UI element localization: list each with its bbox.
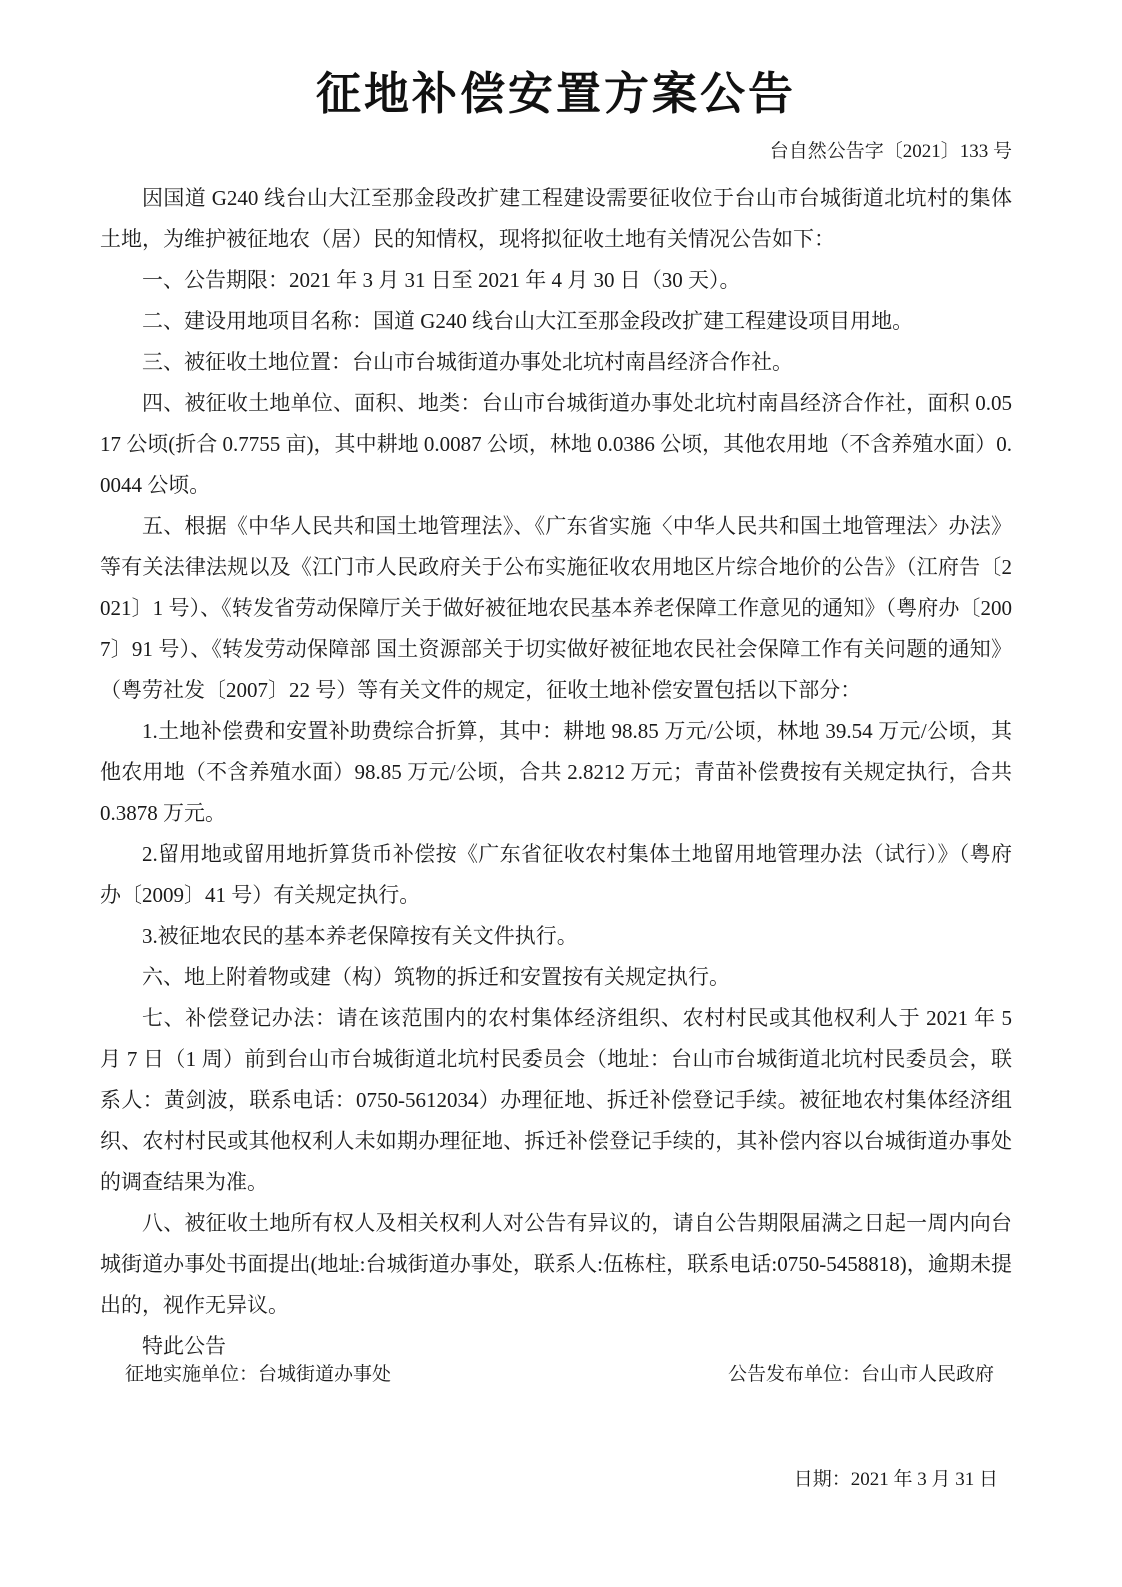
issuing-unit: 公告发布单位：台山市人民政府 <box>727 1364 994 1385</box>
paragraph-item-3: 三、被征收土地位置：台山市台城街道办事处北坑村南昌经济合作社。 <box>142 350 793 374</box>
paragraph-item-6: 六、地上附着物或建（构）筑物的拆迁和安置按有关规定执行。 <box>142 965 730 989</box>
date-row <box>794 1465 998 1495</box>
paragraph-item-2: 二、建设用地项目名称：国道 G240 线台山大江至那金段改扩建工程建设项目用地。 <box>142 309 914 333</box>
paragraph-item-5: 五、根据《中华人民共和国土地管理法》、《广东省实施〈中华人民共和国土地管理法〉办法》等有关法律法规以及《江门市人民政府关于公布实施征收农用地区片综合地价的公告》（江府告〔2021〕1 号）、《转发省劳动保障厅关于做好被征地农民基本养老保障工作意见的通知》（粤府办〔2007〕91 号）、《转发劳动保障部 国土资源部关于切实做好被征地农民社会保障工作有关问题的通知》（粤劳社发〔2007〕22 号）等有关文件的规定，征收土地补偿安置包括以下部分： <box>100 514 1012 702</box>
paragraph-intro: 因国道 G240 线台山大江至那金段改扩建工程建设需要征收位于台山市台城街道北坑村的集体土地，为维护被征地农（居）民的知情权，现将拟征收土地有关情况公告如下： <box>100 186 1012 251</box>
doc-number: 台自然公告字〔2021〕133 号 <box>769 141 1012 162</box>
issue-date: 日期：2021 年 3 月 31 日 <box>793 1469 998 1490</box>
page-title: 征地补偿安置方案公告 <box>315 69 796 119</box>
signature-row <box>125 1360 994 1390</box>
paragraph-item-7: 七、补偿登记办法：请在该范围内的农村集体经济组织、农村村民或其他权利人于 2021 年 5 月 7 日（1 周）前到台山市台城街道北坑村民委员会（地址：台山市台城街道北坑村民委员会，联系人：黄剑波，联系电话：0750-5612034）办理征地、拆迁补偿登记手续。被征地农村集体经济组织、农村村民或其他权利人未如期办理征地、拆迁补偿登记手续的，其补偿内容以台城街道办事处的调查结果为准。 <box>100 1006 1012 1194</box>
paragraph-closing: 特此公告 <box>142 1334 226 1358</box>
paragraph-subitem-3: 3.被征地农民的基本养老保障按有关文件执行。 <box>142 924 578 948</box>
document-content <box>100 62 1012 1367</box>
document-body <box>100 178 1012 1367</box>
implementing-unit: 征地实施单位：台城街道办事处 <box>125 1364 392 1385</box>
paragraph-subitem-2: 2.留用地或留用地折算货币补偿按《广东省征收农村集体土地留用地管理办法（试行）》（粤府办〔2009〕41 号）有关规定执行。 <box>100 842 1012 907</box>
paragraph-item-4: 四、被征收土地单位、面积、地类：台山市台城街道办事处北坑村南昌经济合作社，面积 0.0517 公顷(折合 0.7755 亩)，其中耕地 0.0087 公顷，林地 0.0386 公顷，其他农用地（不含养殖水面）0.0044 公顷。 <box>100 391 1012 497</box>
paragraph-item-1: 一、公告期限：2021 年 3 月 31 日至 2021 年 4 月 30 日（30 天）。 <box>142 268 741 292</box>
paragraph-subitem-1: 1.土地补偿费和安置补助费综合折算，其中：耕地 98.85 万元/公顷，林地 39.54 万元/公顷，其他农用地（不含养殖水面）98.85 万元/公顷，合共 2.8212 万元；青苗补偿费按有关规定执行，合共 0.3878 万元。 <box>100 719 1012 825</box>
paragraph-item-8: 八、被征收土地所有权人及相关权利人对公告有异议的，请自公告期限届满之日起一周内向台城街道办事处书面提出(地址:台城街道办事处，联系人:伍栋柱，联系电话:0750-5458818)，逾期未提出的，视作无异议。 <box>100 1211 1012 1317</box>
